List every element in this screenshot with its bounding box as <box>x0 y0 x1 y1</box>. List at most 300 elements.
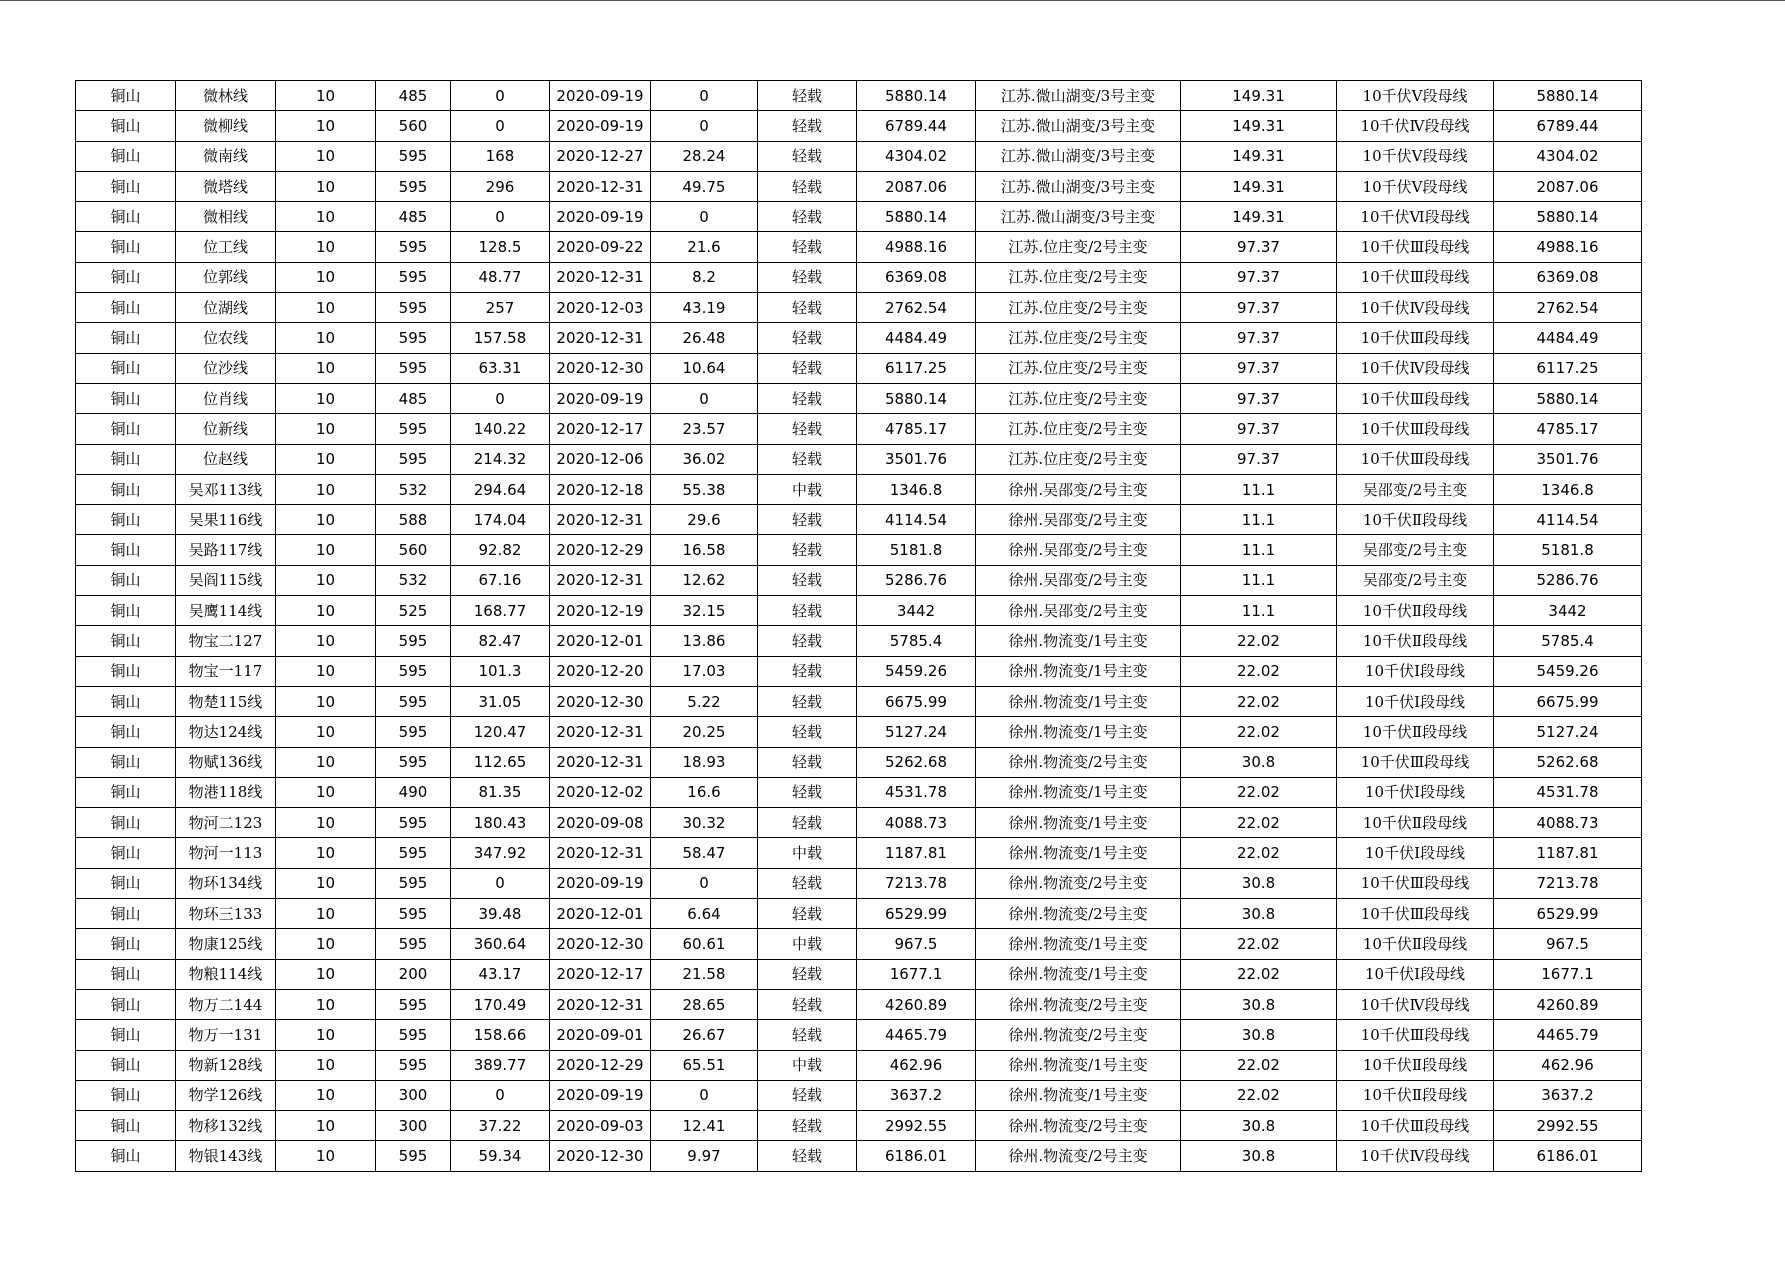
available-capacity-cell: 4304.02 <box>857 141 976 171</box>
load-status-cell: 轻载 <box>758 1111 857 1141</box>
district-cell: 铜山 <box>76 656 176 686</box>
load-status-cell: 中载 <box>758 1050 857 1080</box>
rated-current-cell: 595 <box>376 626 451 656</box>
rated-current-cell: 595 <box>376 171 451 201</box>
line-name-cell: 物新128线 <box>176 1050 276 1080</box>
max-load-date-cell: 2020-12-31 <box>550 171 651 201</box>
max-current-cell: 257 <box>451 293 550 323</box>
substation-transformer-cell: 徐州.物流变/2号主变 <box>976 899 1181 929</box>
load-status-cell: 轻载 <box>758 899 857 929</box>
table-row <box>76 202 1642 232</box>
available-capacity-cell: 4531.78 <box>857 777 976 807</box>
substation-transformer-cell: 徐州.物流变/1号主变 <box>976 808 1181 838</box>
transformer-margin-cell: 30.8 <box>1181 1141 1337 1171</box>
transformer-margin-cell: 30.8 <box>1181 1020 1337 1050</box>
substation-transformer-cell: 徐州.物流变/1号主变 <box>976 959 1181 989</box>
max-current-cell: 180.43 <box>451 808 550 838</box>
rated-current-cell: 595 <box>376 686 451 716</box>
line-name-cell: 位沙线 <box>176 353 276 383</box>
line-margin-cell: 3442 <box>1494 596 1642 626</box>
max-load-date-cell: 2020-12-31 <box>550 565 651 595</box>
voltage-cell: 10 <box>276 777 376 807</box>
rated-current-cell: 595 <box>376 929 451 959</box>
line-name-cell: 物万一131 <box>176 1020 276 1050</box>
transformer-margin-cell: 149.31 <box>1181 202 1337 232</box>
district-cell: 铜山 <box>76 535 176 565</box>
available-capacity-cell: 5785.4 <box>857 626 976 656</box>
district-cell: 铜山 <box>76 232 176 262</box>
line-name-cell: 吴路117线 <box>176 535 276 565</box>
substation-transformer-cell: 徐州.物流变/2号主变 <box>976 1141 1181 1171</box>
rated-current-cell: 595 <box>376 989 451 1019</box>
transformer-margin-cell: 149.31 <box>1181 111 1337 141</box>
busbar-cell: 10千伏Ⅲ段母线 <box>1337 323 1494 353</box>
transformer-margin-cell: 22.02 <box>1181 838 1337 868</box>
max-load-date-cell: 2020-12-02 <box>550 777 651 807</box>
line-margin-cell: 6529.99 <box>1494 899 1642 929</box>
load-status-cell: 轻载 <box>758 414 857 444</box>
busbar-cell: 10千伏Ⅱ段母线 <box>1337 596 1494 626</box>
line-margin-cell: 5880.14 <box>1494 383 1642 413</box>
max-current-cell: 67.16 <box>451 565 550 595</box>
load-status-cell: 轻载 <box>758 111 857 141</box>
max-load-date-cell: 2020-12-17 <box>550 414 651 444</box>
available-capacity-cell: 1677.1 <box>857 959 976 989</box>
load-status-cell: 轻载 <box>758 626 857 656</box>
district-cell: 铜山 <box>76 929 176 959</box>
busbar-cell: 10千伏Ⅳ段母线 <box>1337 111 1494 141</box>
line-margin-cell: 4785.17 <box>1494 414 1642 444</box>
voltage-cell: 10 <box>276 626 376 656</box>
available-capacity-cell: 1346.8 <box>857 474 976 504</box>
line-margin-cell: 2992.55 <box>1494 1111 1642 1141</box>
voltage-cell: 10 <box>276 899 376 929</box>
transformer-margin-cell: 22.02 <box>1181 1080 1337 1110</box>
transformer-margin-cell: 11.1 <box>1181 535 1337 565</box>
transformer-margin-cell: 11.1 <box>1181 565 1337 595</box>
line-name-cell: 位郭线 <box>176 262 276 292</box>
voltage-cell: 10 <box>276 747 376 777</box>
busbar-cell: 10千伏Ⅱ段母线 <box>1337 1080 1494 1110</box>
busbar-cell: 10千伏Ⅲ段母线 <box>1337 383 1494 413</box>
substation-transformer-cell: 徐州.物流变/1号主变 <box>976 838 1181 868</box>
load-rate-cell: 9.97 <box>651 1141 758 1171</box>
rated-current-cell: 532 <box>376 565 451 595</box>
substation-transformer-cell: 江苏.位庄变/2号主变 <box>976 262 1181 292</box>
line-margin-cell: 2762.54 <box>1494 293 1642 323</box>
district-cell: 铜山 <box>76 626 176 656</box>
max-current-cell: 296 <box>451 171 550 201</box>
line-margin-cell: 6675.99 <box>1494 686 1642 716</box>
load-rate-cell: 29.6 <box>651 505 758 535</box>
line-name-cell: 微南线 <box>176 141 276 171</box>
table-row <box>76 1111 1642 1141</box>
line-margin-cell: 1187.81 <box>1494 838 1642 868</box>
load-rate-cell: 10.64 <box>651 353 758 383</box>
load-status-cell: 轻载 <box>758 383 857 413</box>
load-rate-cell: 58.47 <box>651 838 758 868</box>
district-cell: 铜山 <box>76 81 176 111</box>
rated-current-cell: 532 <box>376 474 451 504</box>
busbar-cell: 10千伏Ⅰ段母线 <box>1337 686 1494 716</box>
transformer-margin-cell: 22.02 <box>1181 929 1337 959</box>
max-load-date-cell: 2020-09-01 <box>550 1020 651 1050</box>
substation-transformer-cell: 徐州.吴邵变/2号主变 <box>976 505 1181 535</box>
line-margin-cell: 4260.89 <box>1494 989 1642 1019</box>
table-row <box>76 565 1642 595</box>
line-name-cell: 物河二123 <box>176 808 276 838</box>
district-cell: 铜山 <box>76 1111 176 1141</box>
transformer-margin-cell: 22.02 <box>1181 1050 1337 1080</box>
available-capacity-cell: 5181.8 <box>857 535 976 565</box>
substation-transformer-cell: 徐州.物流变/1号主变 <box>976 656 1181 686</box>
transformer-margin-cell: 22.02 <box>1181 626 1337 656</box>
max-load-date-cell: 2020-12-30 <box>550 1141 651 1171</box>
transformer-margin-cell: 97.37 <box>1181 383 1337 413</box>
substation-transformer-cell: 江苏.微山湖变/3号主变 <box>976 171 1181 201</box>
line-margin-cell: 5880.14 <box>1494 81 1642 111</box>
available-capacity-cell: 6529.99 <box>857 899 976 929</box>
rated-current-cell: 485 <box>376 81 451 111</box>
load-status-cell: 轻载 <box>758 1020 857 1050</box>
rated-current-cell: 595 <box>376 868 451 898</box>
voltage-cell: 10 <box>276 959 376 989</box>
max-load-date-cell: 2020-09-19 <box>550 1080 651 1110</box>
load-rate-cell: 65.51 <box>651 1050 758 1080</box>
max-load-date-cell: 2020-09-19 <box>550 202 651 232</box>
line-name-cell: 微柳线 <box>176 111 276 141</box>
transformer-margin-cell: 97.37 <box>1181 353 1337 383</box>
load-rate-cell: 21.6 <box>651 232 758 262</box>
max-current-cell: 347.92 <box>451 838 550 868</box>
load-status-cell: 轻载 <box>758 171 857 201</box>
substation-transformer-cell: 徐州.物流变/1号主变 <box>976 717 1181 747</box>
load-status-cell: 轻载 <box>758 565 857 595</box>
busbar-cell: 10千伏Ⅰ段母线 <box>1337 959 1494 989</box>
available-capacity-cell: 6675.99 <box>857 686 976 716</box>
district-cell: 铜山 <box>76 262 176 292</box>
transformer-margin-cell: 149.31 <box>1181 171 1337 201</box>
voltage-cell: 10 <box>276 353 376 383</box>
line-name-cell: 物银143线 <box>176 1141 276 1171</box>
load-rate-cell: 43.19 <box>651 293 758 323</box>
max-load-date-cell: 2020-12-29 <box>550 1050 651 1080</box>
district-cell: 铜山 <box>76 474 176 504</box>
substation-transformer-cell: 徐州.物流变/2号主变 <box>976 747 1181 777</box>
load-status-cell: 轻载 <box>758 262 857 292</box>
load-rate-cell: 0 <box>651 383 758 413</box>
district-cell: 铜山 <box>76 444 176 474</box>
line-name-cell: 物宝一117 <box>176 656 276 686</box>
busbar-cell: 10千伏Ⅲ段母线 <box>1337 1111 1494 1141</box>
max-current-cell: 214.32 <box>451 444 550 474</box>
load-status-cell: 轻载 <box>758 535 857 565</box>
transformer-margin-cell: 97.37 <box>1181 444 1337 474</box>
line-name-cell: 物粮114线 <box>176 959 276 989</box>
max-load-date-cell: 2020-12-31 <box>550 838 651 868</box>
substation-transformer-cell: 江苏.位庄变/2号主变 <box>976 383 1181 413</box>
district-cell: 铜山 <box>76 171 176 201</box>
table-row <box>76 899 1642 929</box>
load-status-cell: 轻载 <box>758 505 857 535</box>
load-rate-cell: 0 <box>651 1080 758 1110</box>
substation-transformer-cell: 徐州.物流变/2号主变 <box>976 868 1181 898</box>
line-margin-cell: 7213.78 <box>1494 868 1642 898</box>
table-row <box>76 383 1642 413</box>
voltage-cell: 10 <box>276 656 376 686</box>
transformer-margin-cell: 22.02 <box>1181 686 1337 716</box>
max-load-date-cell: 2020-12-30 <box>550 929 651 959</box>
rated-current-cell: 525 <box>376 596 451 626</box>
load-status-cell: 轻载 <box>758 596 857 626</box>
max-load-date-cell: 2020-12-30 <box>550 686 651 716</box>
table-row <box>76 111 1642 141</box>
substation-transformer-cell: 江苏.位庄变/2号主变 <box>976 444 1181 474</box>
max-current-cell: 39.48 <box>451 899 550 929</box>
load-rate-cell: 12.62 <box>651 565 758 595</box>
line-name-cell: 物河一113 <box>176 838 276 868</box>
line-margin-cell: 4304.02 <box>1494 141 1642 171</box>
table-row <box>76 414 1642 444</box>
busbar-cell: 10千伏Ⅱ段母线 <box>1337 929 1494 959</box>
transformer-margin-cell: 11.1 <box>1181 474 1337 504</box>
transformer-margin-cell: 30.8 <box>1181 989 1337 1019</box>
transformer-margin-cell: 97.37 <box>1181 293 1337 323</box>
load-status-cell: 轻载 <box>758 81 857 111</box>
max-load-date-cell: 2020-12-19 <box>550 596 651 626</box>
line-name-cell: 物达124线 <box>176 717 276 747</box>
page-top-rule <box>0 0 1785 1</box>
line-name-cell: 物港118线 <box>176 777 276 807</box>
district-cell: 铜山 <box>76 353 176 383</box>
rated-current-cell: 595 <box>376 899 451 929</box>
table-row <box>76 929 1642 959</box>
table-row <box>76 656 1642 686</box>
district-cell: 铜山 <box>76 959 176 989</box>
busbar-cell: 吴邵变/2号主变 <box>1337 565 1494 595</box>
district-cell: 铜山 <box>76 323 176 353</box>
district-cell: 铜山 <box>76 111 176 141</box>
busbar-cell: 10千伏Ⅴ段母线 <box>1337 171 1494 201</box>
load-status-cell: 轻载 <box>758 1141 857 1171</box>
max-current-cell: 0 <box>451 383 550 413</box>
line-name-cell: 物环134线 <box>176 868 276 898</box>
load-status-cell: 轻载 <box>758 141 857 171</box>
table-row <box>76 717 1642 747</box>
line-margin-cell: 4114.54 <box>1494 505 1642 535</box>
transformer-margin-cell: 97.37 <box>1181 323 1337 353</box>
busbar-cell: 10千伏Ⅲ段母线 <box>1337 868 1494 898</box>
feeder-load-table <box>75 80 1642 1172</box>
line-margin-cell: 6186.01 <box>1494 1141 1642 1171</box>
available-capacity-cell: 967.5 <box>857 929 976 959</box>
substation-transformer-cell: 徐州.物流变/1号主变 <box>976 626 1181 656</box>
rated-current-cell: 595 <box>376 1141 451 1171</box>
max-current-cell: 294.64 <box>451 474 550 504</box>
max-load-date-cell: 2020-12-03 <box>550 293 651 323</box>
rated-current-cell: 588 <box>376 505 451 535</box>
voltage-cell: 10 <box>276 474 376 504</box>
line-name-cell: 物万二144 <box>176 989 276 1019</box>
line-name-cell: 物宝二127 <box>176 626 276 656</box>
substation-transformer-cell: 江苏.微山湖变/3号主变 <box>976 111 1181 141</box>
transformer-margin-cell: 11.1 <box>1181 596 1337 626</box>
rated-current-cell: 595 <box>376 262 451 292</box>
available-capacity-cell: 3637.2 <box>857 1080 976 1110</box>
load-rate-cell: 20.25 <box>651 717 758 747</box>
district-cell: 铜山 <box>76 747 176 777</box>
line-margin-cell: 4465.79 <box>1494 1020 1642 1050</box>
max-load-date-cell: 2020-12-20 <box>550 656 651 686</box>
max-load-date-cell: 2020-09-19 <box>550 868 651 898</box>
available-capacity-cell: 1187.81 <box>857 838 976 868</box>
busbar-cell: 10千伏Ⅰ段母线 <box>1337 656 1494 686</box>
line-name-cell: 微林线 <box>176 81 276 111</box>
max-current-cell: 59.34 <box>451 1141 550 1171</box>
busbar-cell: 10千伏Ⅱ段母线 <box>1337 505 1494 535</box>
load-rate-cell: 16.58 <box>651 535 758 565</box>
busbar-cell: 10千伏Ⅱ段母线 <box>1337 1050 1494 1080</box>
voltage-cell: 10 <box>276 111 376 141</box>
table-row <box>76 505 1642 535</box>
substation-transformer-cell: 江苏.微山湖变/3号主变 <box>976 141 1181 171</box>
max-current-cell: 170.49 <box>451 989 550 1019</box>
max-current-cell: 0 <box>451 1080 550 1110</box>
max-current-cell: 389.77 <box>451 1050 550 1080</box>
max-load-date-cell: 2020-12-18 <box>550 474 651 504</box>
available-capacity-cell: 5459.26 <box>857 656 976 686</box>
rated-current-cell: 595 <box>376 414 451 444</box>
load-rate-cell: 6.64 <box>651 899 758 929</box>
voltage-cell: 10 <box>276 717 376 747</box>
substation-transformer-cell: 徐州.吴邵变/2号主变 <box>976 565 1181 595</box>
line-name-cell: 位工线 <box>176 232 276 262</box>
load-rate-cell: 5.22 <box>651 686 758 716</box>
transformer-margin-cell: 22.02 <box>1181 959 1337 989</box>
line-name-cell: 吴邓113线 <box>176 474 276 504</box>
max-load-date-cell: 2020-12-31 <box>550 717 651 747</box>
max-current-cell: 31.05 <box>451 686 550 716</box>
substation-transformer-cell: 徐州.吴邵变/2号主变 <box>976 474 1181 504</box>
busbar-cell: 10千伏Ⅴ段母线 <box>1337 141 1494 171</box>
line-margin-cell: 5262.68 <box>1494 747 1642 777</box>
voltage-cell: 10 <box>276 686 376 716</box>
rated-current-cell: 595 <box>376 232 451 262</box>
substation-transformer-cell: 徐州.物流变/2号主变 <box>976 1111 1181 1141</box>
available-capacity-cell: 2992.55 <box>857 1111 976 1141</box>
transformer-margin-cell: 97.37 <box>1181 232 1337 262</box>
max-load-date-cell: 2020-09-03 <box>550 1111 651 1141</box>
available-capacity-cell: 4988.16 <box>857 232 976 262</box>
busbar-cell: 10千伏Ⅵ段母线 <box>1337 202 1494 232</box>
line-name-cell: 物康125线 <box>176 929 276 959</box>
table-row <box>76 838 1642 868</box>
busbar-cell: 10千伏Ⅲ段母线 <box>1337 1020 1494 1050</box>
line-name-cell: 位赵线 <box>176 444 276 474</box>
voltage-cell: 10 <box>276 232 376 262</box>
available-capacity-cell: 5127.24 <box>857 717 976 747</box>
available-capacity-cell: 4785.17 <box>857 414 976 444</box>
rated-current-cell: 595 <box>376 353 451 383</box>
max-current-cell: 120.47 <box>451 717 550 747</box>
transformer-margin-cell: 97.37 <box>1181 414 1337 444</box>
max-load-date-cell: 2020-12-06 <box>550 444 651 474</box>
load-status-cell: 轻载 <box>758 656 857 686</box>
load-rate-cell: 49.75 <box>651 171 758 201</box>
rated-current-cell: 595 <box>376 293 451 323</box>
max-load-date-cell: 2020-12-29 <box>550 535 651 565</box>
line-name-cell: 物学126线 <box>176 1080 276 1110</box>
line-margin-cell: 2087.06 <box>1494 171 1642 201</box>
busbar-cell: 10千伏Ⅲ段母线 <box>1337 262 1494 292</box>
load-status-cell: 轻载 <box>758 717 857 747</box>
substation-transformer-cell: 江苏.位庄变/2号主变 <box>976 232 1181 262</box>
line-margin-cell: 967.5 <box>1494 929 1642 959</box>
table-row <box>76 1020 1642 1050</box>
district-cell: 铜山 <box>76 808 176 838</box>
district-cell: 铜山 <box>76 899 176 929</box>
busbar-cell: 10千伏Ⅲ段母线 <box>1337 414 1494 444</box>
substation-transformer-cell: 徐州.吴邵变/2号主变 <box>976 596 1181 626</box>
line-name-cell: 物赋136线 <box>176 747 276 777</box>
table-row <box>76 262 1642 292</box>
table-row <box>76 959 1642 989</box>
transformer-margin-cell: 22.02 <box>1181 777 1337 807</box>
max-current-cell: 0 <box>451 202 550 232</box>
max-load-date-cell: 2020-12-31 <box>550 747 651 777</box>
load-rate-cell: 8.2 <box>651 262 758 292</box>
available-capacity-cell: 6117.25 <box>857 353 976 383</box>
load-rate-cell: 0 <box>651 81 758 111</box>
substation-transformer-cell: 江苏.位庄变/2号主变 <box>976 323 1181 353</box>
line-margin-cell: 1677.1 <box>1494 959 1642 989</box>
voltage-cell: 10 <box>276 414 376 444</box>
district-cell: 铜山 <box>76 383 176 413</box>
max-current-cell: 63.31 <box>451 353 550 383</box>
max-load-date-cell: 2020-09-22 <box>550 232 651 262</box>
available-capacity-cell: 6186.01 <box>857 1141 976 1171</box>
substation-transformer-cell: 徐州.物流变/1号主变 <box>976 777 1181 807</box>
line-name-cell: 位农线 <box>176 323 276 353</box>
line-margin-cell: 6369.08 <box>1494 262 1642 292</box>
district-cell: 铜山 <box>76 868 176 898</box>
rated-current-cell: 595 <box>376 808 451 838</box>
line-margin-cell: 4088.73 <box>1494 808 1642 838</box>
substation-transformer-cell: 徐州.物流变/1号主变 <box>976 1080 1181 1110</box>
voltage-cell: 10 <box>276 1111 376 1141</box>
available-capacity-cell: 5262.68 <box>857 747 976 777</box>
max-load-date-cell: 2020-12-31 <box>550 323 651 353</box>
busbar-cell: 10千伏Ⅴ段母线 <box>1337 81 1494 111</box>
load-rate-cell: 60.61 <box>651 929 758 959</box>
max-current-cell: 168.77 <box>451 596 550 626</box>
max-load-date-cell: 2020-09-19 <box>550 383 651 413</box>
line-name-cell: 物移132线 <box>176 1111 276 1141</box>
rated-current-cell: 485 <box>376 202 451 232</box>
district-cell: 铜山 <box>76 414 176 444</box>
line-name-cell: 微塔线 <box>176 171 276 201</box>
table-row <box>76 989 1642 1019</box>
line-margin-cell: 1346.8 <box>1494 474 1642 504</box>
rated-current-cell: 595 <box>376 747 451 777</box>
table-row <box>76 535 1642 565</box>
voltage-cell: 10 <box>276 565 376 595</box>
load-rate-cell: 21.58 <box>651 959 758 989</box>
district-cell: 铜山 <box>76 141 176 171</box>
available-capacity-cell: 4088.73 <box>857 808 976 838</box>
transformer-margin-cell: 149.31 <box>1181 141 1337 171</box>
load-rate-cell: 17.03 <box>651 656 758 686</box>
